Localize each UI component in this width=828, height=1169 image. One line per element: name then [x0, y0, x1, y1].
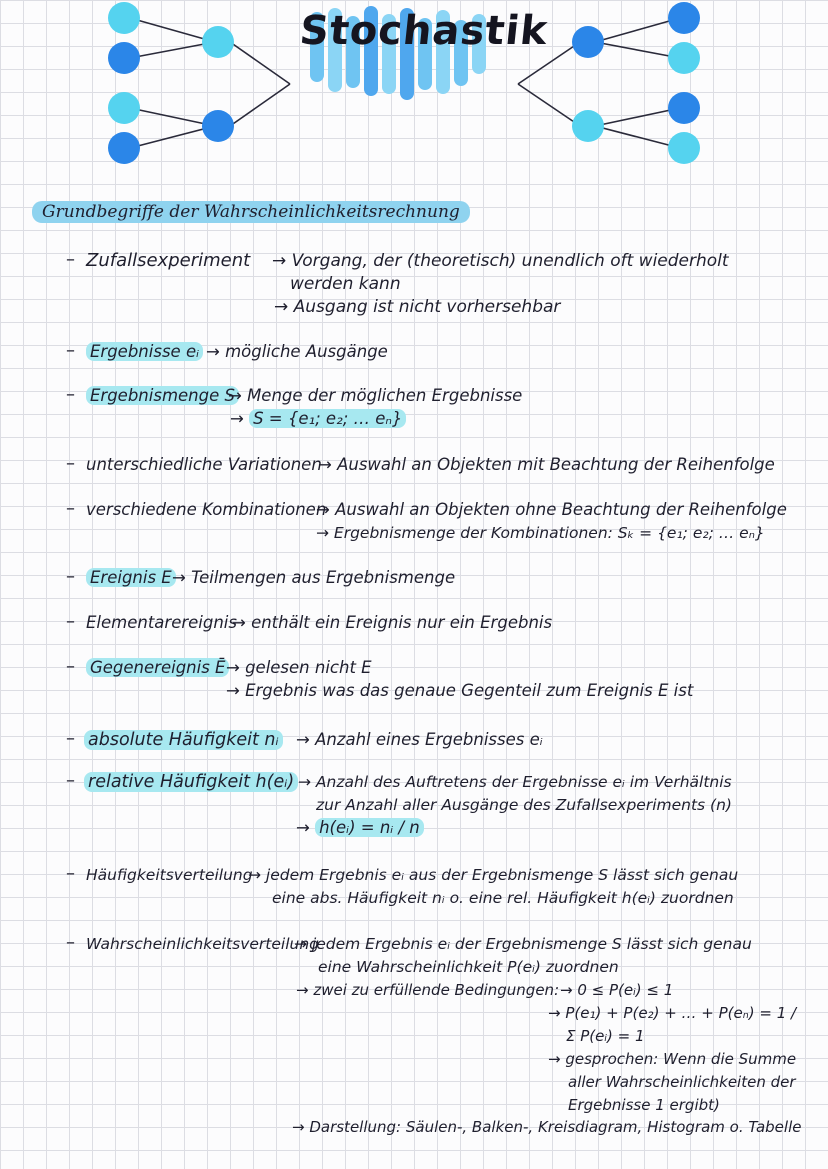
desc-ergebnisse: → mögliche Ausgänge: [206, 342, 388, 361]
bullet-dash: –: [66, 863, 75, 884]
condition-3: Σ P(eᵢ) = 1: [566, 1027, 645, 1045]
desc-kombinationen-1: → Auswahl an Objekten ohne Beachtung der Reihenfolge: [316, 500, 787, 519]
desc-wverteilung-darstellung: → Darstellung: Säulen-, Balken-, Kreisdiagram, Histogram o. Tabelle: [292, 1118, 802, 1136]
term-absolute-haeufigkeit: absolute Häufigkeit nᵢ: [84, 730, 283, 750]
term-elementarereignis: Elementarereignis: [86, 613, 237, 632]
tree-node: [108, 132, 140, 164]
tree-node: [108, 92, 140, 124]
left-tree-diagram: [100, 0, 300, 170]
condition-5: aller Wahrscheinlichkeiten der: [568, 1073, 796, 1091]
bullet-dash: –: [66, 728, 75, 749]
condition-4: → gesprochen: Wenn die Summe: [548, 1050, 797, 1068]
desc-wverteilung-3: → zwei zu erfüllende Bedingungen:: [296, 981, 560, 999]
bullet-dash: –: [66, 770, 75, 791]
desc-relative-haeufigkeit-2: zur Anzahl aller Ausgänge des Zufallsexperiments (n): [316, 796, 732, 814]
term-relative-haeufigkeit: relative Häufigkeit h(eᵢ): [84, 772, 298, 792]
term-zufallsexperiment: Zufallsexperiment: [86, 250, 251, 271]
tree-node: [572, 26, 604, 58]
bullet-dash: –: [66, 932, 75, 953]
desc-ergebnismenge-1: → Menge der möglichen Ergebnisse: [228, 386, 523, 405]
bullet-dash: –: [66, 340, 75, 361]
term-ergebnisse: Ergebnisse eᵢ: [86, 342, 203, 362]
page-title: Stochastik: [297, 8, 551, 54]
bullet-dash: –: [66, 384, 75, 405]
tree-node: [668, 42, 700, 74]
relative-haeufigkeit-formula: → h(eᵢ) = nᵢ / n: [296, 818, 424, 838]
desc-absolute-haeufigkeit: → Anzahl eines Ergebnisses eᵢ: [296, 730, 543, 749]
term-kombinationen: verschiedene Kombinationen: [86, 500, 327, 519]
tree-node: [108, 2, 140, 34]
tree-node: [572, 110, 604, 142]
desc-haeufigkeitsverteilung-2: eine abs. Häufigkeit nᵢ o. eine rel. Häufigkeit h(eᵢ) zuordnen: [272, 889, 734, 907]
desc-ereignis: → Teilmengen aus Ergebnismenge: [172, 568, 456, 587]
section-heading: Grundbegriffe der Wahrscheinlichkeitsrechnung: [32, 202, 470, 222]
right-tree-diagram: [510, 0, 710, 170]
tree-node: [108, 42, 140, 74]
term-haeufigkeitsverteilung: Häufigkeitsverteilung: [86, 866, 253, 884]
term-gegenereignis: Gegenereignis Ē: [86, 658, 229, 678]
desc-zufallsexperiment-1: → Vorgang, der (theoretisch) unendlich oft wiederholt: [272, 251, 729, 271]
tree-node: [668, 132, 700, 164]
desc-gegenereignis-2: → Ergebnis was das genaue Gegenteil zum Ereignis E ist: [226, 681, 694, 700]
term-ergebnismenge: Ergebnismenge S: [86, 386, 239, 406]
desc-haeufigkeitsverteilung-1: → jedem Ergebnis eᵢ aus der Ergebnismenge S lässt sich genau: [248, 866, 739, 884]
bullet-dash: –: [66, 453, 75, 474]
condition-6: Ergebnisse 1 ergibt): [568, 1096, 720, 1114]
desc-zufallsexperiment-3: → Ausgang ist nicht vorhersehbar: [274, 297, 561, 317]
bullet-dash: –: [66, 566, 75, 587]
tree-node: [668, 92, 700, 124]
desc-relative-haeufigkeit-1: → Anzahl des Auftretens der Ergebnisse eᵢ im Verhältnis: [298, 773, 732, 791]
desc-kombinationen-2: → Ergebnismenge der Kombinationen: Sₖ = {e₁; e₂; … eₙ}: [316, 524, 765, 542]
term-variationen: unterschiedliche Variationen: [86, 455, 322, 474]
condition-2: → P(e₁) + P(e₂) + … + P(eₙ) = 1 /: [548, 1004, 797, 1022]
desc-zufallsexperiment-2: werden kann: [290, 274, 401, 294]
bullet-dash: –: [66, 611, 75, 632]
condition-1: → 0 ≤ P(eᵢ) ≤ 1: [560, 981, 674, 999]
desc-wverteilung-2: eine Wahrscheinlichkeit P(eᵢ) zuordnen: [318, 958, 619, 976]
tree-node: [202, 110, 234, 142]
desc-elementarereignis: → enthält ein Ereignis nur ein Ergebnis: [232, 613, 553, 632]
bullet-dash: –: [66, 249, 75, 270]
desc-gegenereignis-1: → gelesen nicht E: [226, 658, 372, 677]
bullet-dash: –: [66, 498, 75, 519]
term-wahrscheinlichkeitsverteilung: Wahrscheinlichkeitsverteilung: [86, 935, 319, 953]
term-ereignis: Ereignis E: [86, 568, 176, 588]
desc-variationen: → Auswahl an Objekten mit Beachtung der Reihenfolge: [318, 455, 775, 474]
desc-ergebnismenge-2: → S = {e₁; e₂; … eₙ}: [230, 409, 406, 429]
tree-node: [202, 26, 234, 58]
bullet-dash: –: [66, 656, 75, 677]
desc-wverteilung-1: → jedem Ergebnis eᵢ der Ergebnismenge S lässt sich genau: [294, 935, 752, 953]
tree-node: [668, 2, 700, 34]
